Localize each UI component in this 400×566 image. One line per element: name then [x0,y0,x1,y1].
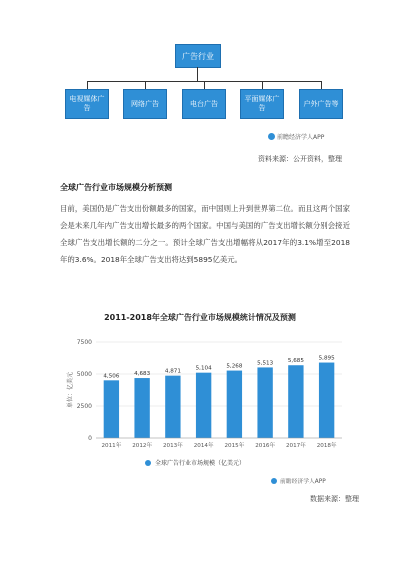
bar [288,365,303,438]
tree-node-print: 平面媒体广告 [240,89,284,119]
diagram-credit-text: 前瞻经济学人APP [277,134,325,141]
bar [165,376,180,438]
brand-logo-icon [268,133,275,140]
bar-data-label: 5,268 [226,363,243,370]
bar-data-label: 5,895 [318,355,335,362]
y-tick-label: 5000 [76,371,92,378]
bar-data-label: 5,104 [195,365,212,372]
x-tick-label: 2012年 [132,443,153,449]
legend-swatch [145,460,151,466]
body-paragraph: 目前，美国仍是广告支出份额最多的国家，而中国则上升到世界第二位。而且这两个国家会是未来几年内广告支出增长最多的两个国家。中国与美国的广告支出增长额分别会接近全球广告支出增长额的二分之一。预计全球广告支出增幅将从2017年的3.1%增至2018年的3.6%。2018年全球广告支出将达到5895亿美元。 [60,204,350,264]
section-heading: 全球广告行业市场规模分析预测 [60,183,172,192]
y-tick-label: 7500 [76,339,92,346]
x-tick-label: 2016年 [255,443,276,449]
industry-tree-diagram [60,36,350,146]
tree-stub [321,81,322,89]
x-tick-label: 2015年 [224,443,245,449]
bar [134,378,149,438]
tree-node-tv: 电视媒体广告 [65,89,109,119]
bar-data-label: 5,513 [257,360,274,367]
tree-stub [145,81,146,89]
y-axis-label: 单位：亿美元 [67,371,74,409]
tree-node-outdoor: 户外广告等 [299,89,343,119]
tree-trunk-line [197,67,198,81]
x-tick-label: 2011年 [101,443,122,449]
y-tick-label: 0 [88,435,92,442]
diagram-credit [268,132,324,141]
tree-stub [87,81,88,89]
legend-label: 全球广告行业市场规模（亿美元） [155,460,246,467]
bar [319,363,334,438]
bar-data-label: 4,506 [103,373,120,380]
bar [196,373,211,438]
bar [104,380,119,438]
source-note-bottom: 数据来源：整理 [310,495,359,503]
brand-logo-icon [271,478,277,484]
tree-node-radio: 电台广告 [182,89,226,119]
x-tick-label: 2018年 [316,443,337,449]
chart-title: 2011-2018年全球广告行业市场规模统计情况及预测 [104,313,296,322]
bar [257,367,272,438]
chart-credit: 前瞻经济学人APP [280,479,326,485]
x-tick-label: 2014年 [193,443,214,449]
bar [227,371,242,438]
source-note-top: 资料来源：公开资料，整理 [258,155,342,163]
bar-data-label: 4,871 [164,368,181,375]
bar-data-label: 5,685 [287,358,304,365]
x-tick-label: 2013年 [162,443,183,449]
tree-stub [204,81,205,89]
tree-stub [262,81,263,89]
market-size-bar-chart [60,330,350,490]
tree-node-internet: 网络广告 [123,89,167,119]
bar-data-label: 4,683 [134,371,151,378]
x-tick-label: 2017年 [285,443,306,449]
tree-root-node: 广告行业 [175,44,221,68]
y-tick-label: 2500 [76,403,92,410]
